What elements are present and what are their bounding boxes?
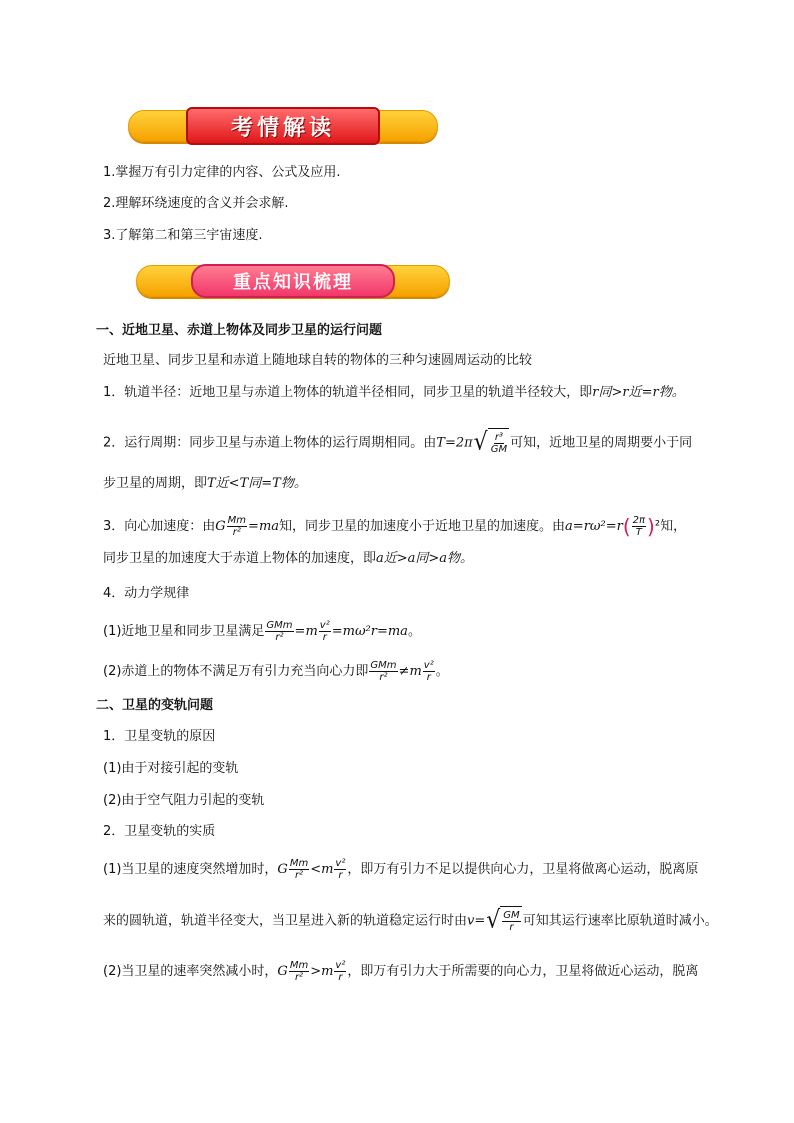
gravity-fraction: $\frac{Mm}{\text{r²}}$ <box>227 515 247 538</box>
item-1-text: 1．轨道半径：近地卫星与赤道上物体的轨道半径相同，同步卫星的轨道半径较大，即 <box>103 385 593 400</box>
essence-1-text-a: (1)当卫星的速度突然增加时， <box>103 862 278 877</box>
item-1 <box>103 384 723 402</box>
item-4-1: (1)近地卫星和同步卫星满足 $\frac{\text{GMm}}{\text{r²}}$ =m $\frac{\text{v²}}{r}$ =mω²r=ma。 <box>103 620 421 643</box>
essence-2-text-a: (2)当卫星的速率突然减小时， <box>103 964 278 979</box>
sqrt-velocity: √ $\frac{GM}{r}$ <box>486 906 520 935</box>
item-2-line-2 <box>103 475 723 493</box>
item-4-2: (2)赤道上的物体不满足万有引力充当向心力即 $\frac{\text{GMm}}{\text{r²}}$ ≠m $\frac{\text{v²}}{r}$ 。 <box>103 660 449 683</box>
item-4-title: 4．动力学规律 <box>103 586 190 601</box>
item-3-text-d: 同步卫星的加速度大于赤道上物体的加速度，即 <box>103 551 377 566</box>
omega-fraction: $\frac{2\pi}{T}$ <box>632 515 646 538</box>
reason-2: (2)由于空气阻力引起的变轨 <box>103 793 265 808</box>
essence-1-text-c: 来的圆轨道，轨道半径变大，当卫星进入新的轨道稳定运行时由 <box>103 913 468 929</box>
key-knowledge-banner <box>136 262 450 300</box>
item-2-formula: T近<T同=T物。 <box>207 476 307 491</box>
item-3-line-1: 3．向心加速度：由G $\frac{Mm}{\text{r²}}$ =ma知，同步卫星的加速度小于近地卫星的加速度。由a=rω²=r( $\frac{2\pi}{T}$ )²知， <box>103 514 687 539</box>
objective-1: 1.掌握万有引力定律的内容、公式及应用. <box>103 165 341 180</box>
item-4-1-text: (1)近地卫星和同步卫星满足 <box>103 624 265 639</box>
banner-title: 考情解读 <box>186 107 380 145</box>
item-3-text-c: 知， <box>660 519 687 534</box>
exam-analysis-banner <box>128 106 438 146</box>
section-heading-1: 一、近地卫星、赤道上物体及同步卫星的运行问题 <box>96 323 383 338</box>
item-1-formula: r同>r近=r物。 <box>592 385 685 400</box>
section-heading-2: 二、卫星的变轨问题 <box>96 698 214 713</box>
item-3-formula: a近>a同>a物。 <box>376 551 474 566</box>
essence-1-line-2: 来的圆轨道，轨道半径变大，当卫星进入新的轨道稳定运行时由v= √ $\frac{GM}{r}$ 可知其运行速率比原轨道时减小。 <box>103 906 718 935</box>
item-3-line-2 <box>103 550 723 568</box>
objective-3: 3.了解第二和第三宇宙速度. <box>103 228 263 243</box>
item-3-text-b: 知，同步卫星的加速度小于近地卫星的加速度。由 <box>279 519 566 534</box>
item-2-line-1 <box>103 428 723 458</box>
item-3-text-a: 3．向心加速度：由 <box>103 519 216 534</box>
item-2-text-a: 2．运行周期：同步卫星与赤道上物体的运行周期相同。由 <box>103 435 437 451</box>
intro-text: 近地卫星、同步卫星和赤道上随地球自转的物体的三种匀速圆周运动的比较 <box>103 353 533 368</box>
reason-title: 1．卫星变轨的原因 <box>103 729 216 744</box>
essence-2-text-b: ，即万有引力大于所需要的向心力，卫星将做近心运动，脱离 <box>347 964 699 979</box>
item-2-text-b: 可知，近地卫星的周期要小于同 <box>510 435 693 451</box>
essence-title: 2．卫星变轨的实质 <box>103 824 216 839</box>
reason-1: (1)由于对接引起的变轨 <box>103 761 239 776</box>
banner-title: 重点知识梳理 <box>191 264 395 298</box>
essence-1-line-1: (1)当卫星的速度突然增加时，G $\frac{Mm}{\text{r²}}$ <m $\frac{\text{v²}}{r}$ ，即万有引力不足以提供向心力，卫星将做离心运动，脱离原 <box>103 858 699 881</box>
sqrt-formula: √ $\frac{\text{r³}}{GM}$ <box>473 428 508 457</box>
item-4-2-text: (2)赤道上的物体不满足万有引力充当向心力即 <box>103 664 369 679</box>
essence-2-line-1: (2)当卫星的速率突然减小时，G $\frac{Mm}{\text{r²}}$ >m $\frac{\text{v²}}{r}$ ，即万有引力大于所需要的向心力，卫星将做近心运动，脱离 <box>103 960 699 983</box>
objective-2: 2.理解环绕速度的含义并会求解. <box>103 196 289 211</box>
essence-1-text-d: 可知其运行速率比原轨道时减小。 <box>522 913 718 929</box>
period-formula: T=2π <box>436 435 473 451</box>
item-2-text-c: 步卫星的周期，即 <box>103 476 208 491</box>
essence-1-text-b: ，即万有引力不足以提供向心力，卫星将做离心运动，脱离原 <box>347 862 699 877</box>
